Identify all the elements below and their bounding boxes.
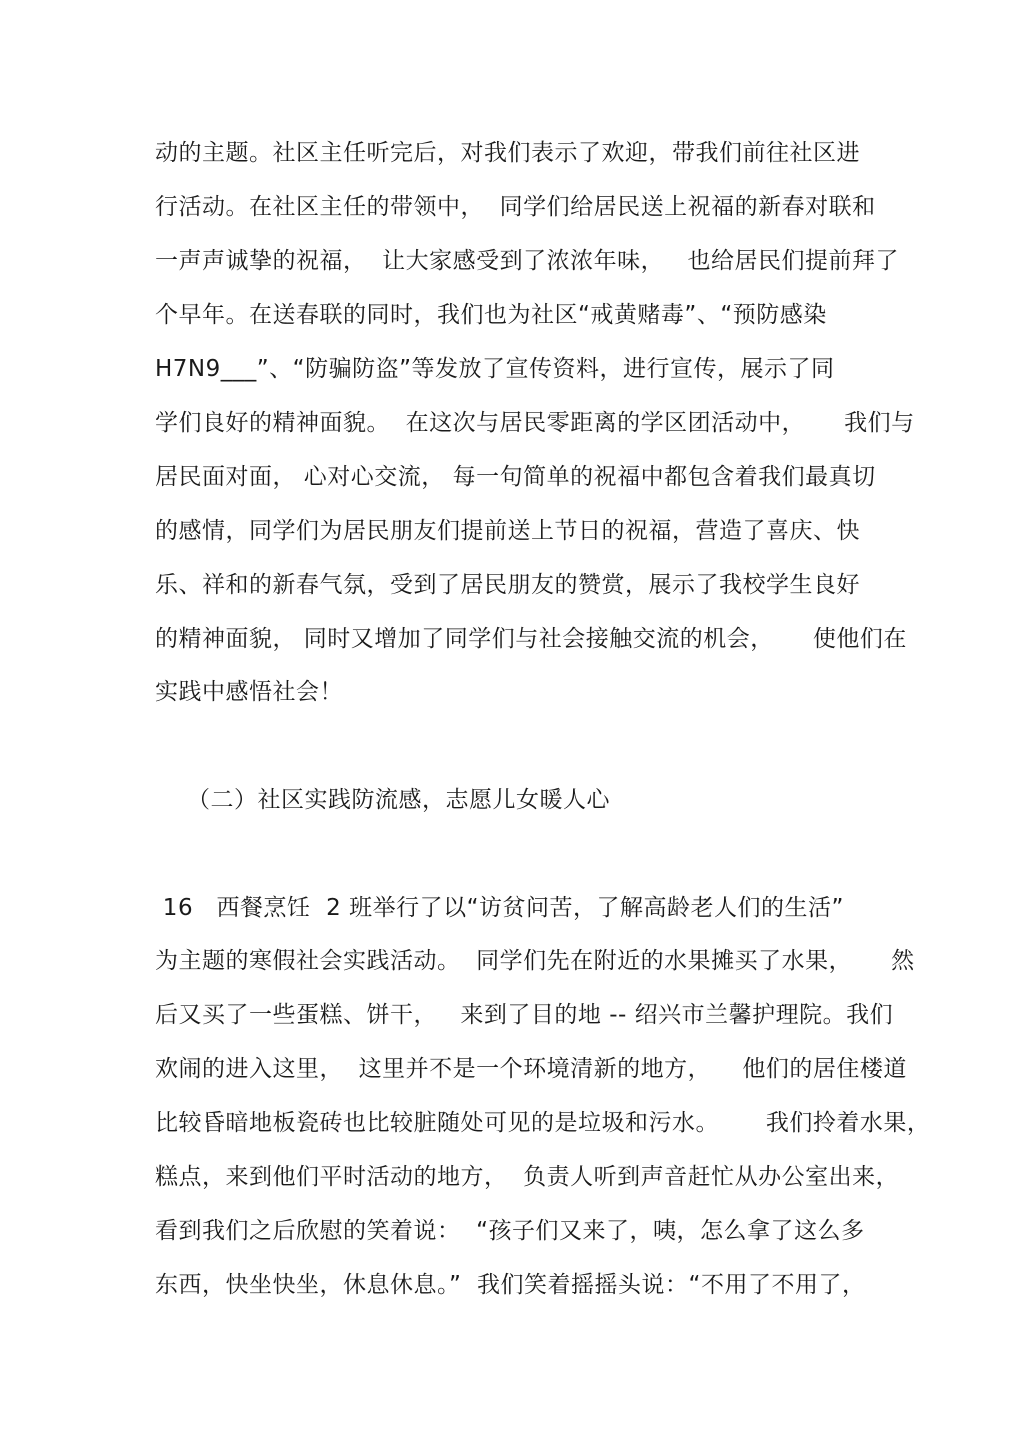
paragraph2-line-3: 后又买了一些蛋糕、饼干， 来到了目的地 -- 绍兴市兰馨护理院。我们 [155, 1002, 894, 1028]
paragraph2-line-4: 欢闹的进入这里， 这里并不是一个环境清新的地方， 他们的居住楼道 [155, 1056, 907, 1082]
paragraph2-line-7: 看到我们之后欣慰的笑着说： “孩子们又来了，咦，怎么拿了这么多 [155, 1218, 865, 1244]
paragraph2-line-1: 16 西餐烹饪 2 班举行了以“访贫问苦，了解高龄老人们的生活” [155, 895, 844, 921]
paragraph1-line-8: 的感情，同学们为居民朋友们提前送上节日的祝福，营造了喜庆、快 [155, 518, 860, 544]
section-heading: （二）社区实践防流感，志愿儿女暖人心 [187, 787, 610, 813]
paragraph1-line-5: H7N9___”、“防骗防盗”等发放了宣传资料，进行宣传，展示了同 [155, 356, 835, 382]
paragraph1-line-6: 学们良好的精神面貌。 在这次与居民零距离的学区团活动中， 我们与 [155, 410, 915, 436]
paragraph1-line-4: 个早年。在送春联的同时，我们也为社区“戒黄赌毒”、“预防感染 [155, 302, 827, 328]
paragraph1-line-1: 动的主题。社区主任听完后，对我们表示了欢迎，带我们前往社区进 [155, 140, 860, 166]
paragraph2-line-8: 东西，快坐快坐，休息休息。” 我们笑着摇摇头说：“不用了不用了， [155, 1272, 866, 1298]
paragraph1-line-3: 一声声诚挚的祝福， 让大家感受到了浓浓年味， 也给居民们提前拜了 [155, 248, 900, 274]
paragraph2-line-5: 比较昏暗地板瓷砖也比较脏随处可见的是垃圾和污水。 我们拎着水果， [155, 1110, 931, 1136]
paragraph1-line-7: 居民面对面， 心对心交流， 每一句简单的祝福中都包含着我们最真切 [155, 464, 876, 490]
paragraph1-line-9: 乐、祥和的新春气氛，受到了居民朋友的赞赏，展示了我校学生良好 [155, 572, 860, 598]
paragraph1-line-10: 的精神面貌， 同时又增加了同学们与社会接触交流的机会， 使他们在 [155, 626, 907, 652]
paragraph2-line-2: 为主题的寒假社会实践活动。 同学们先在附近的水果摊买了水果， 然 [155, 948, 915, 974]
paragraph2-line-6: 糕点，来到他们平时活动的地方， 负责人听到声音赶忙从办公室出来， [155, 1164, 900, 1190]
paragraph1-line-11: 实践中感悟社会！ [155, 679, 343, 705]
paragraph1-line-2: 行活动。在社区主任的带领中， 同学们给居民送上祝福的新春对联和 [155, 194, 876, 220]
